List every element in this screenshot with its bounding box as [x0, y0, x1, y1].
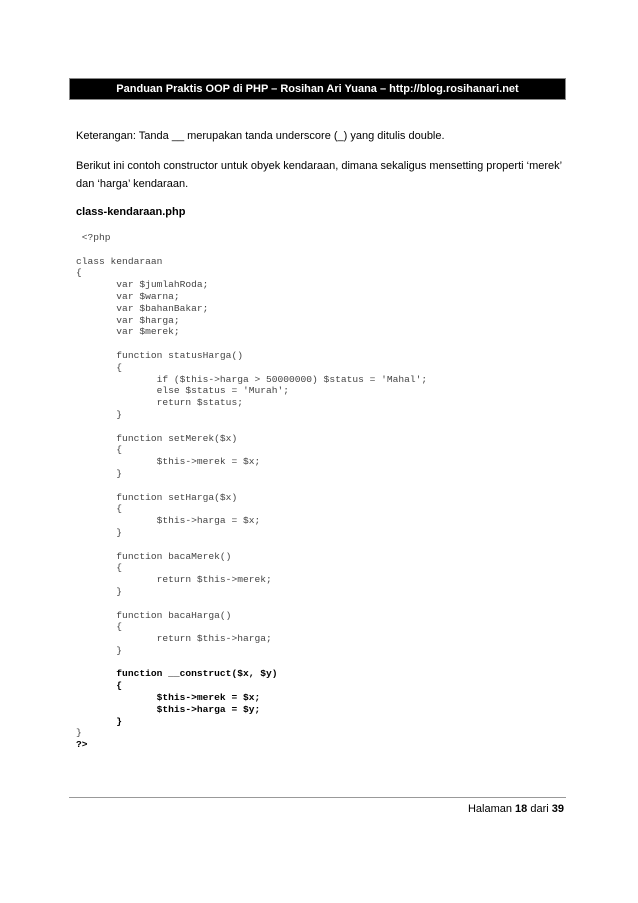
page-header — [69, 78, 566, 100]
page-middle: dari — [527, 803, 552, 815]
intro-paragraph — [76, 157, 566, 193]
intro-line-1: Berikut ini contoh constructor untuk obyek kendaraan, dimana sekaligus mensetting properti ‘merek’ — [76, 160, 563, 172]
code-filename: class-kendaraan.php — [76, 206, 186, 218]
code-block — [76, 232, 427, 751]
code-constructor: function __construct($x, $y) { $this->merek = $x; $this->harga = $y; } — [116, 668, 278, 727]
footer-divider — [69, 797, 566, 798]
header-title: Panduan Praktis OOP di PHP – Rosihan Ari Yuana – http://blog.rosihanari.net — [116, 83, 519, 95]
page-number — [468, 803, 564, 815]
intro-line-2: dan ‘harga’ kendaraan. — [76, 178, 189, 190]
note-paragraph: Keterangan: Tanda __ merupakan tanda underscore (_) yang ditulis double. — [76, 130, 445, 142]
total-pages: 39 — [551, 803, 564, 815]
code-php-close: ?> — [76, 739, 88, 751]
current-page: 18 — [515, 803, 528, 815]
code-closing-brace: } — [76, 727, 82, 739]
page-prefix: Halaman — [467, 803, 516, 815]
code-normal: <?php class kendaraan { var $jumlahRoda; var $warna; var $bahanBakar; var $harga; var $merek; function statusHarga() { if ($this->harga > 50000000) $status = 'Mahal'; else $status = 'Murah'; return $status; } function setMerek($x) { $this->merek = $x; } function setHarga($x) { $this->harga = $x; } function bacaMerek() { return $this->merek; } function bacaHarga() { return $this->harga; } — [76, 232, 428, 656]
